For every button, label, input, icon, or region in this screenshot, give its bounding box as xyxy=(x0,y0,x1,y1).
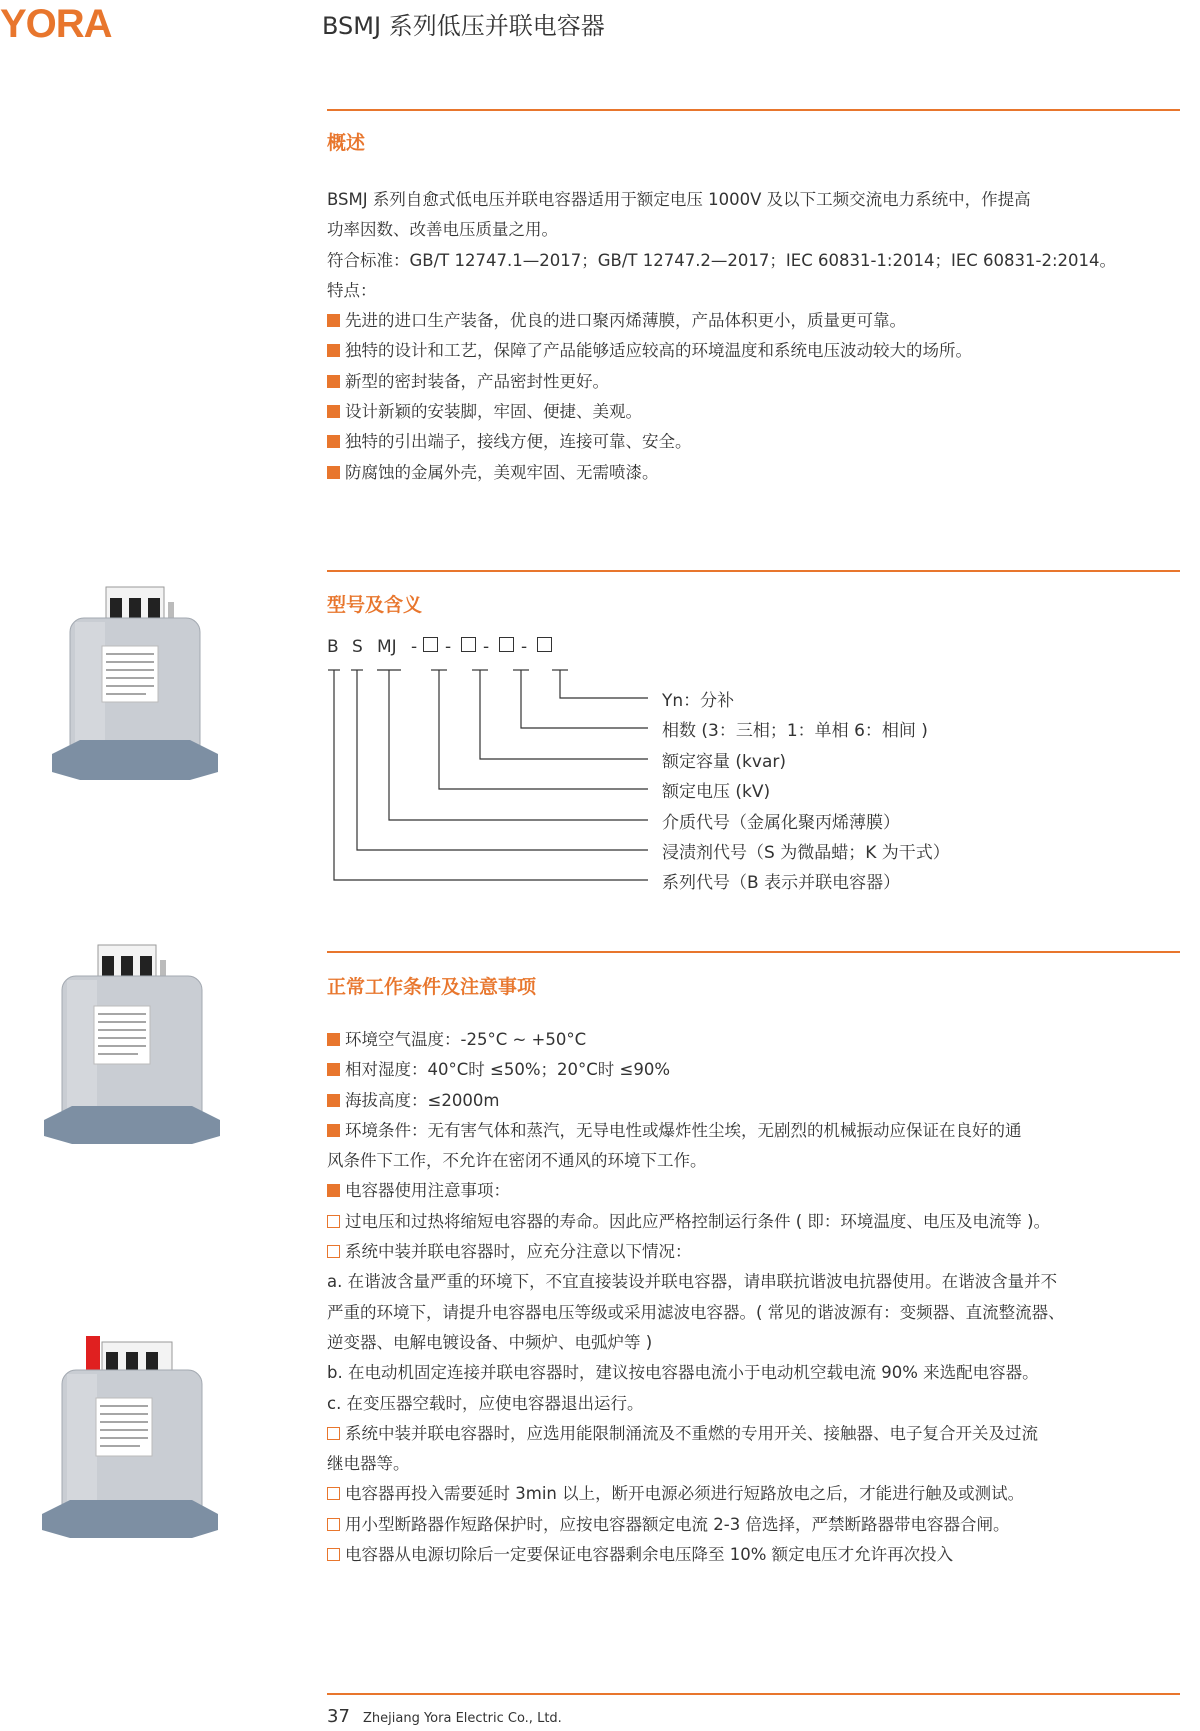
legend-phase: 相数 (3：三相；1：单相 6：相间 ) xyxy=(662,721,928,741)
condition-line: 电容器从电源切除后一定要保证电容器剩余电压降至 10% 额定电压才允许再次投入 xyxy=(327,1540,1167,1570)
condition-line: 过电压和过热将缩短电容器的寿命。因此应严格控制运行条件 ( 即：环境温度、电压及电流等 )。 xyxy=(327,1207,1167,1237)
code-letter-s: S xyxy=(352,637,363,657)
condition-line: 风条件下工作，不允许在密闭不通风的环境下工作。 xyxy=(327,1151,707,1171)
condition-line: 严重的环境下，请提升电容器电压等级或采用滤波电容器。( 常见的谐波源有：变频器、直流整流器、 xyxy=(327,1302,1065,1322)
overview-heading: 概述 xyxy=(327,132,366,154)
overview-line: BSMJ 系列自愈式低电压并联电容器适用于额定电压 1000V 及以下工频交流电力系统中，作提高 xyxy=(327,190,1031,209)
condition-line: 环境空气温度：-25°C ~ +50°C xyxy=(327,1025,1167,1055)
condition-line: 用小型断路器作短路保护时，应按电容器额定电流 2-3 倍选择，严禁断路器带电容器合闸。 xyxy=(327,1510,1167,1540)
feature-item: 独特的引出端子，接线方便，连接可靠、安全。 xyxy=(327,427,1167,457)
connector-line xyxy=(560,670,648,698)
bullet-open-square-icon xyxy=(327,1487,340,1500)
code-dash: - xyxy=(445,637,452,657)
legend-yn: Yn：分补 xyxy=(662,691,735,711)
company-name: Zhejiang Yora Electric Co., Ltd. xyxy=(363,1711,562,1726)
condition-line: 系统中装并联电容器时，应充分注意以下情况： xyxy=(327,1237,1167,1267)
bullet-square-icon xyxy=(327,1094,340,1107)
feature-item: 独特的设计和工艺，保障了产品能够适应较高的环境温度和系统电压波动较大的场所。 xyxy=(327,336,1167,366)
bullet-square-icon xyxy=(327,1033,340,1046)
legend-capacity: 额定容量 (kvar) xyxy=(662,752,786,772)
footer-divider xyxy=(327,1693,1180,1695)
conditions-body xyxy=(327,1025,1167,1570)
connector-line xyxy=(357,670,648,850)
feature-item: 设计新颖的安装脚，牢固、便捷、美观。 xyxy=(327,397,1167,427)
section-divider xyxy=(327,951,1180,953)
connector-line xyxy=(439,670,648,789)
condition-line: c. 在变压器空载时，应使电容器退出运行。 xyxy=(327,1393,644,1413)
code-dash: - xyxy=(521,637,528,657)
condition-line: b. 在电动机固定连接并联电容器时，建议按电容器电流小于电动机空载电流 90% 来选配电容器。 xyxy=(327,1363,1039,1383)
condition-line: 逆变器、电解电镀设备、中频炉、电弧炉等 ) xyxy=(327,1332,653,1352)
bullet-square-icon xyxy=(327,1184,340,1197)
page-number: 37 xyxy=(327,1706,350,1727)
legend-impregnant: 浸渍剂代号（S 为微晶蜡；K 为干式） xyxy=(662,843,950,863)
condition-line: a. 在谐波含量严重的环境下，不宜直接装设并联电容器，请串联抗谐波电抗器使用。在谐波含量并不 xyxy=(327,1272,1058,1292)
brand-logo: YORA xyxy=(0,2,112,46)
bullet-open-square-icon xyxy=(327,1215,340,1228)
condition-line: 海拔高度：≤2000m xyxy=(327,1086,1167,1116)
condition-line: 系统中装并联电容器时，应选用能限制涌流及不重燃的专用开关、接触器、电子复合开关及过流 xyxy=(327,1419,1167,1449)
condition-line: 电容器再投入需要延时 3min 以上，断开电源必须进行短路放电之后，才能进行触及或测试。 xyxy=(327,1479,1167,1509)
code-dash: - xyxy=(411,637,418,657)
standards-line: 符合标准：GB/T 12747.1—2017；GB/T 12747.2—2017；IEC 60831-1:2014；IEC 60831-2:2014。 xyxy=(327,250,1117,270)
feature-item: 先进的进口生产装备，优良的进口聚丙烯薄膜，产品体积更小，质量更可靠。 xyxy=(327,306,1167,336)
page-title: BSMJ 系列低压并联电容器 xyxy=(322,12,605,40)
feature-item: 防腐蚀的金属外壳，美观牢固、无需喷漆。 xyxy=(327,458,1167,488)
bullet-open-square-icon xyxy=(327,1427,340,1440)
condition-line: 相对湿度：40°C时 ≤50%；20°C时 ≤90% xyxy=(327,1055,1167,1085)
connector-line xyxy=(389,670,648,820)
bullet-open-square-icon xyxy=(327,1548,340,1561)
code-letter-b: B xyxy=(327,637,339,657)
condition-line: 环境条件：无有害气体和蒸汽，无导电性或爆炸性尘埃，无剧烈的机械振动应保证在良好的通 xyxy=(327,1116,1167,1146)
overview-line: 功率因数、改善电压质量之用。 xyxy=(327,220,558,240)
condition-line: 继电器等。 xyxy=(327,1454,410,1474)
bullet-square-icon xyxy=(327,1124,340,1137)
bullet-open-square-icon xyxy=(327,1518,340,1531)
legend-medium: 介质代号（金属化聚丙烯薄膜） xyxy=(662,813,900,833)
condition-line: 电容器使用注意事项： xyxy=(327,1176,1167,1206)
model-heading: 型号及含义 xyxy=(327,594,423,616)
legend-voltage: 额定电压 (kV) xyxy=(662,782,771,802)
feature-item: 新型的密封装备，产品密封性更好。 xyxy=(327,367,1167,397)
features-label: 特点： xyxy=(327,280,377,300)
connector-line xyxy=(334,670,648,880)
connector-line xyxy=(521,670,648,728)
bullet-square-icon xyxy=(327,1063,340,1076)
legend-series: 系列代号（B 表示并联电容器） xyxy=(662,873,901,893)
code-letter-mj: MJ xyxy=(377,637,397,657)
capacitor-photo xyxy=(50,582,220,792)
capacitor-photo xyxy=(40,1334,220,1549)
bullet-open-square-icon xyxy=(327,1245,340,1258)
code-dash: - xyxy=(483,637,490,657)
conditions-heading: 正常工作条件及注意事项 xyxy=(327,976,537,998)
connector-line xyxy=(480,670,648,759)
capacitor-photo xyxy=(42,940,222,1150)
